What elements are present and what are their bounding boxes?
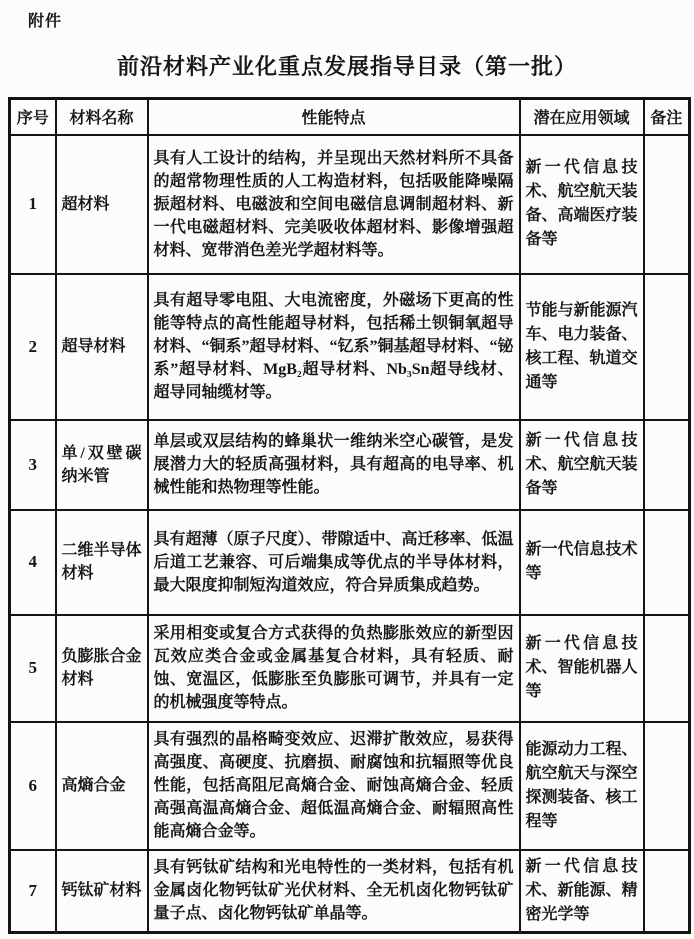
remarks-cell xyxy=(644,615,690,722)
material-name-cell: 钙钛矿材料 xyxy=(56,850,148,933)
remarks-cell xyxy=(644,274,690,420)
applications-cell: 新一代信息技术、航空航天装备、高端医疗装备等 xyxy=(520,135,644,274)
material-name-cell: 超材料 xyxy=(56,135,148,274)
page-title: 前沿材料产业化重点发展指导目录（第一批） xyxy=(116,54,577,79)
material-name-cell: 超导材料 xyxy=(56,274,148,420)
column-header-applications: 潜在应用领域 xyxy=(520,99,644,135)
applications-cell: 新一代信息技术等 xyxy=(520,510,644,615)
column-header-index: 序号 xyxy=(10,99,56,135)
applications-cell: 能源动力工程、航空航天与深空探测装备、核工程等 xyxy=(520,722,644,850)
row-number-cell: 1 xyxy=(10,135,56,274)
remarks-cell xyxy=(644,510,690,615)
features-cell: 单层或双层结构的蜂巢状一维纳米空心碳管，是发展潜力大的轻质高强材料，具有超高的电导率、机械性能和热物理等性能。 xyxy=(148,420,520,510)
material-name-cell: 单/双壁碳纳米管 xyxy=(56,420,148,510)
table-header-row xyxy=(10,99,690,135)
table-row xyxy=(10,510,690,615)
row-number-cell: 4 xyxy=(10,510,56,615)
applications-cell: 节能与新能源汽车、电力装备、核工程、轨道交通等 xyxy=(520,274,644,420)
table-row xyxy=(10,420,690,510)
table-row xyxy=(10,850,690,933)
row-number-cell: 7 xyxy=(10,850,56,933)
material-name-cell: 二维半导体材料 xyxy=(56,510,148,615)
remarks-cell xyxy=(644,420,690,510)
table-row xyxy=(10,615,690,722)
table-row xyxy=(10,274,690,420)
row-number-cell: 3 xyxy=(10,420,56,510)
material-name-cell: 高熵合金 xyxy=(56,722,148,850)
features-cell: 具有人工设计的结构，并呈现出天然材料所不具备的超常物理性质的人工构造材料，包括吸能降噪隔振超材料、电磁波和空间电磁信息调制超材料、新一代电磁超材料、完美吸收体超材料、影像增强超材料、宽带消色差光学超材料等。 xyxy=(148,135,520,274)
features-cell: 具有超薄（原子尺度）、带隙适中、高迁移率、低温后道工艺兼容、可后端集成等优点的半导体材料，最大限度抑制短沟道效应，符合异质集成趋势。 xyxy=(148,510,520,615)
material-name-cell: 负膨胀合金材料 xyxy=(56,615,148,722)
features-cell: 采用相变或复合方式获得的负热膨胀效应的新型因瓦效应类合金或金属基复合材料，具有轻质、耐蚀、宽温区，低膨胀至负膨胀可调节，并具有一定的机械强度等特点。 xyxy=(148,615,520,722)
table-row xyxy=(10,722,690,850)
remarks-cell xyxy=(644,850,690,933)
column-header-features: 性能特点 xyxy=(148,99,520,135)
column-header-remarks: 备注 xyxy=(644,99,690,135)
materials-table xyxy=(8,97,691,934)
row-number-cell: 2 xyxy=(10,274,56,420)
remarks-cell xyxy=(644,722,690,850)
attachment-label: 附件 xyxy=(28,13,63,30)
features-cell: 具有超导零电阻、大电流密度，外磁场下更高的性能等特点的高性能超导材料，包括稀土钡铜氧超导材料、“铜系”超导材料、“钇系”铜基超导材料、“铋系”超导材料、MgB₂超导材料、Nb₃Sn超导线材、超导同轴缆材等。 xyxy=(148,274,520,420)
features-cell: 具有钙钛矿结构和光电特性的一类材料，包括有机金属卤化物钙钛矿光伏材料、全无机卤化物钙钛矿量子点、卤化物钙钛矿单晶等。 xyxy=(148,850,520,933)
applications-cell: 新一代信息技术、航空航天装备等 xyxy=(520,420,644,510)
row-number-cell: 5 xyxy=(10,615,56,722)
column-header-material-name: 材料名称 xyxy=(56,99,148,135)
features-cell: 具有强烈的晶格畸变效应、迟滞扩散效应，易获得高强度、高硬度、抗磨损、耐腐蚀和抗辐照等优良性能，包括高阻尼高熵合金、耐蚀高熵合金、轻质高强高温高熵合金、超低温高熵合金、耐辐照高性能高熵合金等。 xyxy=(148,722,520,850)
remarks-cell xyxy=(644,135,690,274)
applications-cell: 新一代信息技术、智能机器人等 xyxy=(520,615,644,722)
table-row xyxy=(10,135,690,274)
applications-cell: 新一代信息技术、新能源、精密光学等 xyxy=(520,850,644,933)
row-number-cell: 6 xyxy=(10,722,56,850)
